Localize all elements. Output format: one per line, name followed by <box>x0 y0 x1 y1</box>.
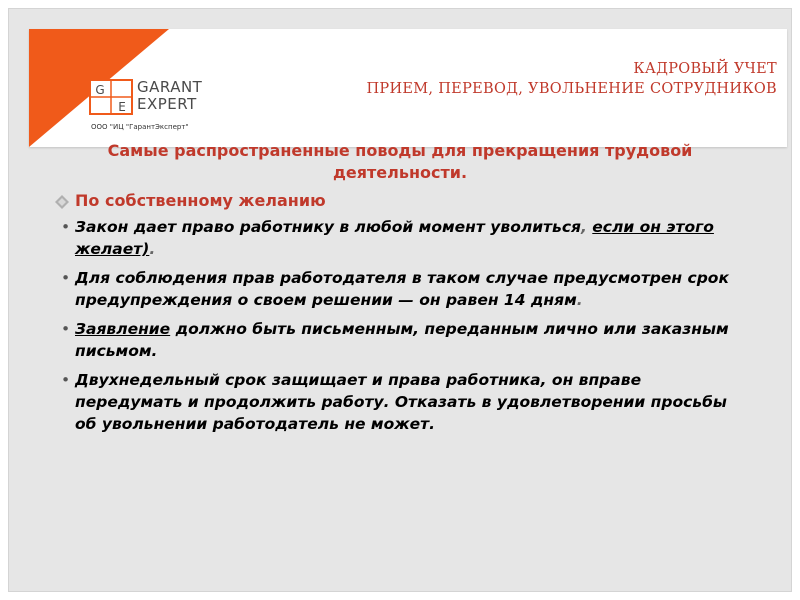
list-item: • Заявление должно быть письменным, переданным лично или заказным письмом. <box>61 320 729 360</box>
list-item: • Двухнедельный срок защищает и права работника, он вправе передумать и продолжить работу. Отказать в удовлетворении просьбы об увольнении работодатель не может. <box>61 371 727 433</box>
subheading <box>55 190 745 212</box>
logo-subtitle: ООО "ИЦ "ГарантЭксперт" <box>91 123 189 131</box>
bullet-dot: • <box>61 320 71 338</box>
logo-ge-mark <box>89 79 133 115</box>
slide-content <box>55 140 745 442</box>
list-item: • Для соблюдения прав работодателя в таком случае предусмотрен срок предупреждения о своем решении — он равен 14 дням. <box>61 269 729 309</box>
content-heading: Самые распространенные поводы для прекращения трудовой деятельности. <box>107 141 693 182</box>
slide-title <box>366 59 777 99</box>
underlined-word: Заявление <box>75 320 171 338</box>
list-item: • Закон дает право работнику в любой момент уволиться, если он этого желает). <box>61 218 714 258</box>
logo-word-bottom: EXPERT <box>137 95 197 113</box>
title-line-1: КАДРОВЫЙ УЧЕТ <box>633 61 777 77</box>
logo-wordmark <box>137 79 217 113</box>
title-line-2: ПРИЕМ, ПЕРЕВОД, УВОЛЬНЕНИЕ СОТРУДНИКОВ <box>366 81 777 97</box>
logo-box-top: G <box>95 83 105 97</box>
underlined-phrase: если он этого желает) <box>75 218 714 258</box>
logo-word-top: GARANT <box>137 78 203 96</box>
subheading-text: По собственному желанию <box>75 191 326 210</box>
diamond-icon <box>55 195 69 209</box>
bullet-dot: • <box>61 371 71 389</box>
header-banner <box>29 29 787 147</box>
bullet-list <box>55 216 745 435</box>
bullet-dot: • <box>61 218 71 236</box>
bullet-dot: • <box>61 269 71 287</box>
logo-box-bottom: E <box>118 100 126 114</box>
